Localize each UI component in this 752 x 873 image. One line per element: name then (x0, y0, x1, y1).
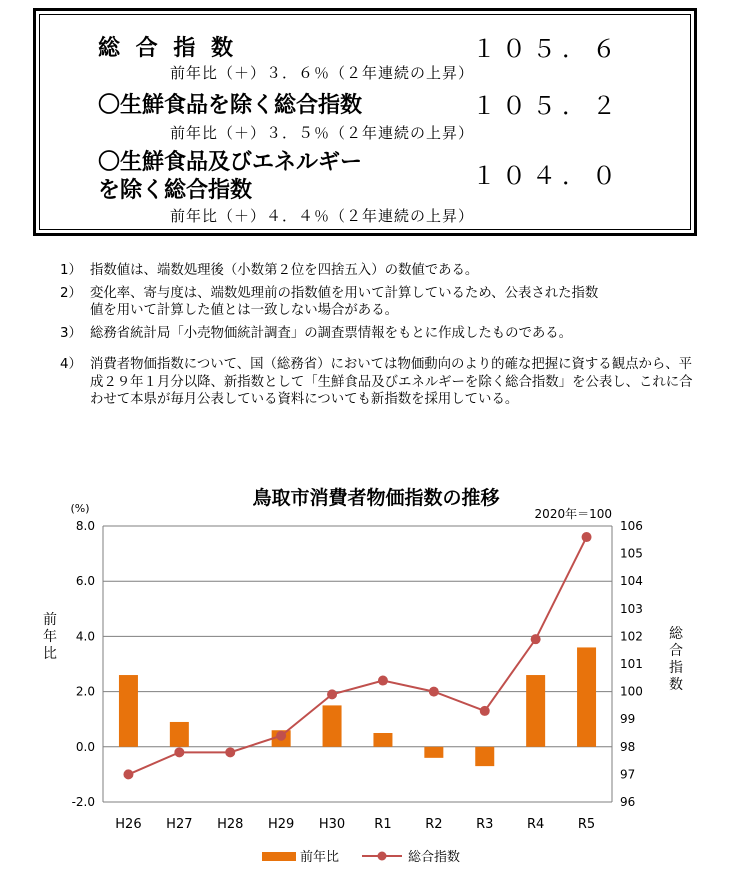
right-axis-label (669, 626, 684, 693)
legend-line-marker (378, 852, 387, 861)
right-axis-label-char: 数 (669, 677, 683, 693)
note-text: 消費者物価指数について、国（総務省）においては物価動向のより的確な把握に資する観点から、平成２９年１月分以降、新指数として「生鮮食品及びエネルギーを除く総合指数」を公表し、これに合わせて本県が毎月公表している資料についても新指数を採用している。 (90, 357, 693, 407)
right-tick-label: 105 (620, 546, 643, 561)
left-axis-ticks (72, 519, 95, 809)
chart-base-note: 2020年＝100 (534, 507, 612, 521)
line-point (276, 731, 286, 741)
right-tick-label: 96 (620, 795, 636, 809)
right-tick-label: 102 (620, 629, 643, 644)
right-tick-label: 99 (620, 712, 636, 727)
summary-label-core-core-line1: 〇生鮮食品及びエネルギー (98, 150, 363, 175)
summary-value-core-core: １０４．０ (472, 162, 622, 190)
line-point (531, 634, 541, 644)
chart-title: 鳥取市消費者物価指数の推移 (252, 487, 500, 509)
right-tick-label: 98 (620, 739, 636, 754)
summary-label-overall: 総 合 指 数 (98, 36, 237, 61)
left-axis-label-char: 年 (43, 629, 57, 645)
left-axis-label-char: 比 (43, 646, 57, 662)
note-item (60, 285, 700, 320)
right-tick-label: 104 (620, 574, 643, 589)
right-tick-label: 106 (620, 519, 643, 533)
right-tick-label: 101 (620, 657, 643, 671)
note-text: 指数値は、端数処理後（小数第２位を四捨五入）の数値である。 (90, 263, 479, 278)
bar-series (119, 647, 596, 766)
right-tick-label: 100 (620, 684, 643, 699)
left-tick-label: 0.0 (75, 739, 95, 754)
note-number: 4） (60, 357, 82, 372)
legend-line-label: 総合指数 (408, 850, 461, 865)
summary-label-core: 〇生鮮食品を除く総合指数 (98, 93, 363, 118)
note-item (60, 262, 700, 280)
x-tick-label: H30 (318, 817, 346, 832)
left-tick-label: 4.0 (75, 629, 95, 644)
note-number: 2） (60, 285, 82, 301)
bar (323, 705, 342, 746)
right-axis-label-char: 総 (669, 626, 683, 642)
cpi-chart (0, 470, 752, 873)
left-axis-label-char: 前 (43, 612, 57, 628)
note-number: 1） (60, 263, 82, 278)
x-tick-label: R1 (374, 817, 392, 832)
line-point (327, 689, 337, 699)
bar (577, 647, 596, 746)
summary-sub-core-core: 前年比（＋）４．４％（２年連続の上昇） (170, 207, 475, 225)
legend-bar-swatch (262, 852, 296, 861)
right-axis-ticks (620, 519, 643, 809)
left-axis-unit: (%) (70, 502, 90, 515)
left-tick-label: 2.0 (75, 684, 95, 699)
bar (119, 675, 138, 747)
line-point (429, 687, 439, 697)
note-text: 総務省統計局「小売物価統計調査」の調査票情報をもとに作成したものである。 (90, 325, 573, 341)
note-text: 変化率、寄与度は、端数処理前の指数値を用いて計算しているため、公表された指数値を用いて計算した値とは一致しない場合がある。 (90, 285, 599, 318)
left-tick-label: 8.0 (75, 519, 95, 533)
line-point (582, 532, 592, 542)
x-tick-label: H28 (217, 817, 244, 832)
bar (526, 675, 545, 747)
x-axis-ticks (115, 817, 595, 832)
bar (170, 722, 189, 747)
line-point (225, 747, 235, 757)
right-axis-label-char: 指 (669, 660, 683, 676)
summary-inner-frame (39, 14, 691, 230)
notes-list (60, 262, 700, 409)
summary-label-core-core-line2: を除く総合指数 (98, 178, 253, 203)
line-series (123, 532, 591, 779)
x-tick-label: R5 (577, 817, 596, 832)
summary-sub-core: 前年比（＋）３．５％（２年連続の上昇） (170, 124, 475, 142)
bar (475, 747, 494, 766)
summary-value-core: １０５．２ (472, 92, 622, 120)
right-tick-label: 103 (620, 601, 643, 616)
right-axis-label-char: 合 (669, 643, 683, 659)
left-axis-label (43, 612, 57, 662)
x-tick-label: R3 (476, 817, 494, 832)
line-point (174, 747, 184, 757)
x-tick-label: H26 (115, 817, 142, 832)
x-tick-label: H27 (166, 817, 193, 832)
x-tick-label: R4 (526, 817, 545, 832)
summary-sub-overall: 前年比（＋）３．６％（２年連続の上昇） (170, 64, 475, 82)
summary-box (33, 8, 697, 236)
bar (373, 733, 392, 747)
grid-lines (103, 526, 612, 802)
note-item (60, 325, 700, 343)
left-tick-label: 6.0 (75, 574, 95, 589)
line-point (378, 676, 388, 686)
note-number: 3） (60, 325, 82, 341)
series-line (128, 537, 586, 774)
x-tick-label: R2 (425, 817, 443, 832)
right-tick-label: 97 (620, 767, 636, 782)
x-tick-label: H29 (267, 817, 295, 832)
summary-value-overall: １０５．６ (472, 35, 622, 63)
line-point (480, 706, 490, 716)
line-point (123, 769, 133, 779)
left-tick-label: -2.0 (71, 795, 95, 809)
legend-bar-label: 前年比 (300, 850, 340, 865)
chart-legend (262, 849, 460, 865)
note-item (60, 356, 700, 409)
bar (424, 747, 443, 758)
